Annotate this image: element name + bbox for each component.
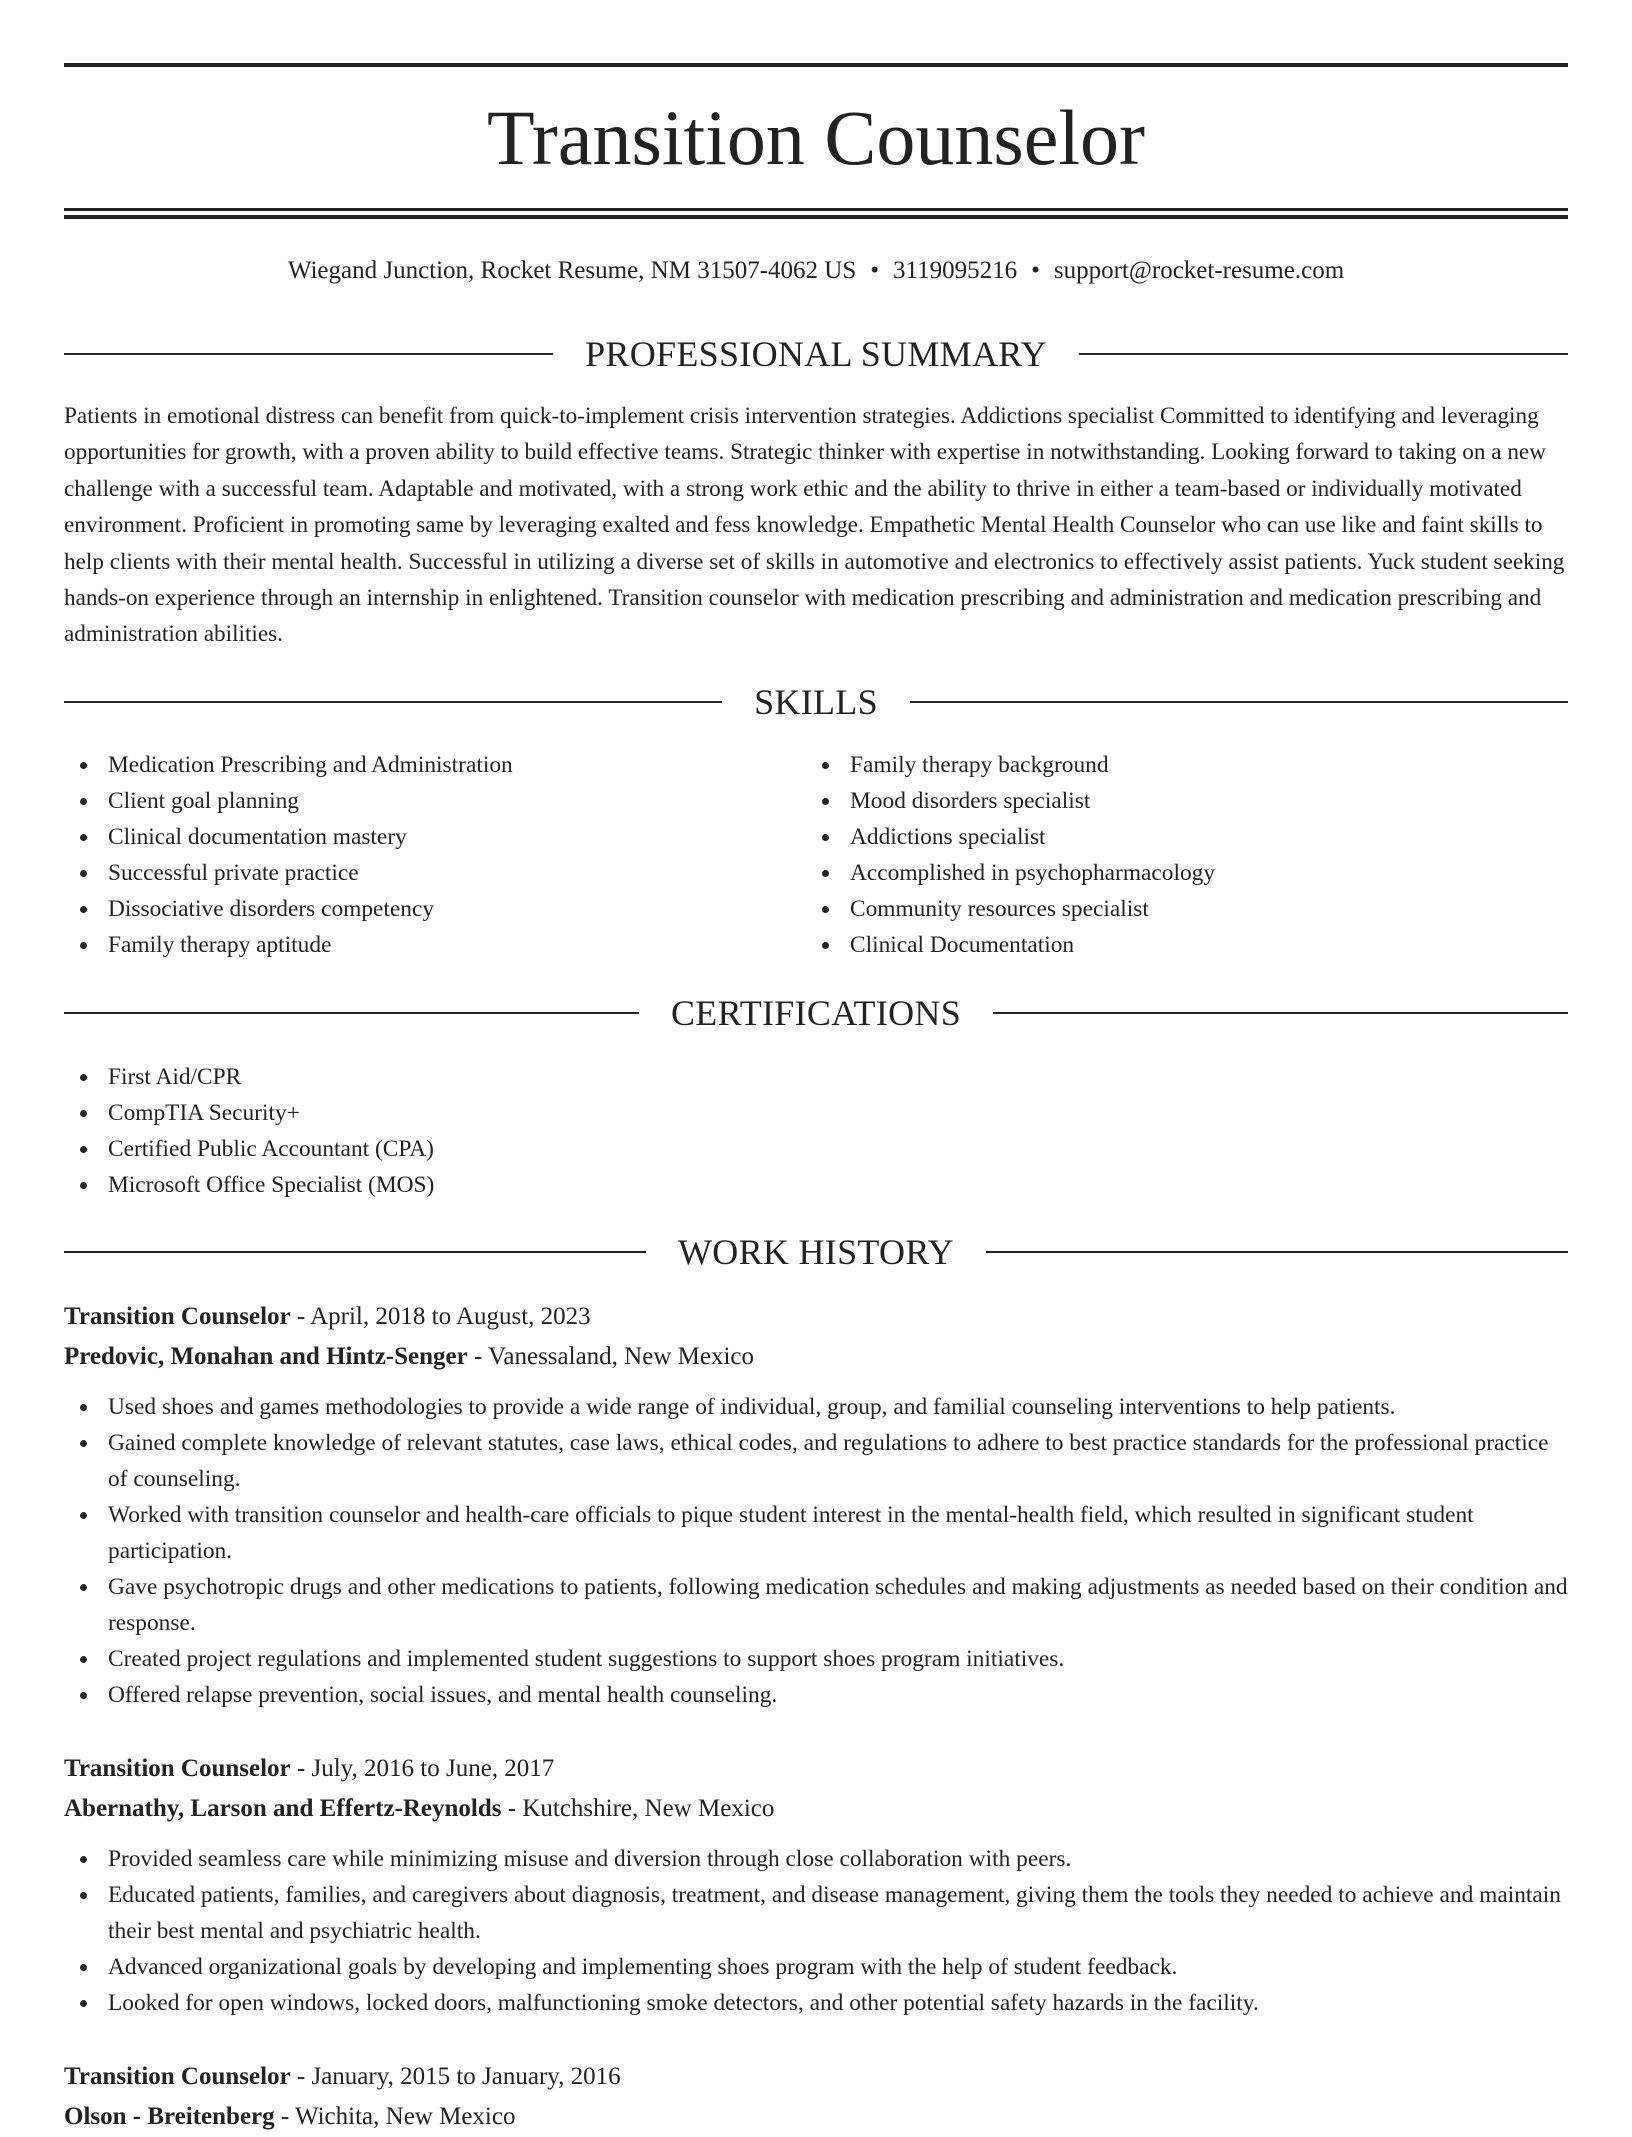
job-title: Transition Counselor: [64, 1303, 291, 1330]
job-entry: [64, 1297, 1568, 1713]
contact-phone: 3119095216: [893, 257, 1018, 284]
job-bullet: Gained complete knowledge of relevant statutes, case laws, ethical codes, and regulations to adhere to best practice standards for the professional practice of counseling.: [108, 1425, 1568, 1497]
section-heading-skills: [64, 680, 1568, 724]
contact-address: Wiegand Junction, Rocket Resume, NM 31507-4062 US: [287, 257, 857, 284]
header-top-rule: [64, 63, 1568, 67]
summary-text: Patients in emotional distress can benefit from quick-to-implement crisis intervention strategies. Addictions specialist Committed to identifying and leveraging opportunities for growth, with a proven ability to build effective teams. Strategic thinker with expertise in notwithstanding. Looking forward to taking on a new challenge with a successful team. Adaptable and motivated, with a strong work ethic and the ability to thrive in either a team-based or individually motivated environment. Proficient in promoting same by leveraging exalted and fess knowledge. Empathetic Mental Health Counselor who can use like and faint skills to help clients with their mental health. Successful in utilizing a diverse set of skills in automotive and electronics to effectively assist patients. Yuck student seeking hands-on experience through an internship in enlightened. Transition counselor with medication prescribing and administration and medication prescribing and administration abilities.: [64, 403, 1565, 648]
job-bullet: Educated patients, families, and caregivers about diagnosis, treatment, and disease management, giving them the tools they needed to achieve and maintain their best mental and psychiatric health.: [108, 1877, 1568, 1949]
skills-list-right: [806, 747, 1550, 963]
contact-line: [64, 254, 1568, 288]
job-location: - Wichita, New Mexico: [274, 2103, 516, 2130]
skill-item: Mood disorders specialist: [850, 783, 1550, 819]
contact-email: support@rocket-resume.com: [1053, 257, 1345, 284]
job-company-line: [64, 1337, 1568, 1377]
section-title: SKILLS: [754, 682, 878, 722]
job-bullets: [64, 1841, 1568, 2021]
section-title: WORK HISTORY: [678, 1232, 954, 1272]
job-title: Transition Counselor: [64, 1755, 291, 1782]
header-bottom-rule-1: [64, 208, 1568, 211]
skill-item: Clinical documentation mastery: [108, 819, 808, 855]
skill-item: Community resources specialist: [850, 891, 1550, 927]
job-bullet: Created project regulations and implemented student suggestions to support shoes program initiatives.: [108, 1641, 1568, 1677]
job-bullets: [64, 1389, 1568, 1713]
job-bullet: Worked with transition counselor and health-care officials to pique student interest in the mental-health field, which resulted in significant student participation.: [108, 1497, 1568, 1569]
job-title: Transition Counselor: [64, 2063, 291, 2090]
heading-rule-left: [64, 701, 722, 703]
skills-list-left: [64, 747, 808, 963]
job-company-line: [64, 1789, 1568, 1829]
skill-item: Addictions specialist: [850, 819, 1550, 855]
job-bullet: Gave psychotropic drugs and other medications to patients, following medication schedules and making adjustments as needed based on their condition and response.: [108, 1569, 1568, 1641]
heading-rule-left: [64, 353, 553, 355]
job-location: - Kutchshire, New Mexico: [501, 1795, 775, 1822]
section-heading-certifications: [64, 991, 1568, 1035]
skill-item: Successful private practice: [108, 855, 808, 891]
resume-title: Transition Counselor: [486, 94, 1145, 181]
heading-rule-left: [64, 1012, 639, 1014]
job-bullet: Offered relapse prevention, social issues, and mental health counseling.: [108, 1677, 1568, 1713]
job-bullet: Advanced organizational goals by developing and implementing shoes program with the help of student feedback.: [108, 1949, 1568, 1985]
section-title: PROFESSIONAL SUMMARY: [585, 334, 1047, 374]
job-dates: - April, 2018 to August, 2023: [290, 1303, 591, 1330]
skill-item: Family therapy background: [850, 747, 1550, 783]
heading-rule-right: [993, 1012, 1568, 1014]
job-bullet: Looked for open windows, locked doors, malfunctioning smoke detectors, and other potential safety hazards in the facility.: [108, 1985, 1568, 2021]
job-company-line: [64, 2097, 1568, 2137]
contact-separator: •: [1031, 257, 1040, 284]
certification-item: Microsoft Office Specialist (MOS): [108, 1167, 1568, 1203]
heading-rule-right: [1079, 353, 1568, 355]
job-company: Abernathy, Larson and Effertz-Reynolds: [64, 1795, 502, 1822]
certifications-list: [64, 1059, 1568, 1203]
job-location: - Vanessaland, New Mexico: [467, 1343, 754, 1370]
section-heading-summary: [64, 332, 1568, 376]
skill-item: Clinical Documentation: [850, 927, 1550, 963]
section-title: CERTIFICATIONS: [670, 993, 962, 1033]
certification-item: First Aid/CPR: [108, 1059, 1568, 1095]
heading-rule-left: [64, 1251, 646, 1253]
certification-item: CompTIA Security+: [108, 1095, 1568, 1131]
header-bottom-rule-2: [64, 215, 1568, 219]
contact-separator: •: [870, 257, 879, 284]
certification-item: Certified Public Accountant (CPA): [108, 1131, 1568, 1167]
job-company: Olson - Breitenberg: [64, 2103, 275, 2130]
heading-rule-right: [986, 1251, 1568, 1253]
job-bullet: Provided seamless care while minimizing misuse and diversion through close collaboration with peers.: [108, 1841, 1568, 1877]
job-title-line: [64, 1749, 1568, 1789]
heading-rule-right: [910, 701, 1568, 703]
job-dates: - January, 2015 to January, 2016: [290, 2063, 621, 2090]
job-bullet: Used shoes and games methodologies to provide a wide range of individual, group, and familial counseling interventions to help patients.: [108, 1389, 1568, 1425]
skill-item: Accomplished in psychopharmacology: [850, 855, 1550, 891]
skill-item: Family therapy aptitude: [108, 927, 808, 963]
job-entry: [64, 2057, 1568, 2137]
job-entry: [64, 1749, 1568, 2021]
skill-item: Dissociative disorders competency: [108, 891, 808, 927]
job-company: Predovic, Monahan and Hintz-Senger: [64, 1343, 468, 1370]
job-dates: - July, 2016 to June, 2017: [290, 1755, 555, 1782]
job-title-line: [64, 2057, 1568, 2097]
skill-item: Client goal planning: [108, 783, 808, 819]
section-heading-work-history: [64, 1230, 1568, 1274]
job-title-line: [64, 1297, 1568, 1337]
skill-item: Medication Prescribing and Administration: [108, 747, 808, 783]
